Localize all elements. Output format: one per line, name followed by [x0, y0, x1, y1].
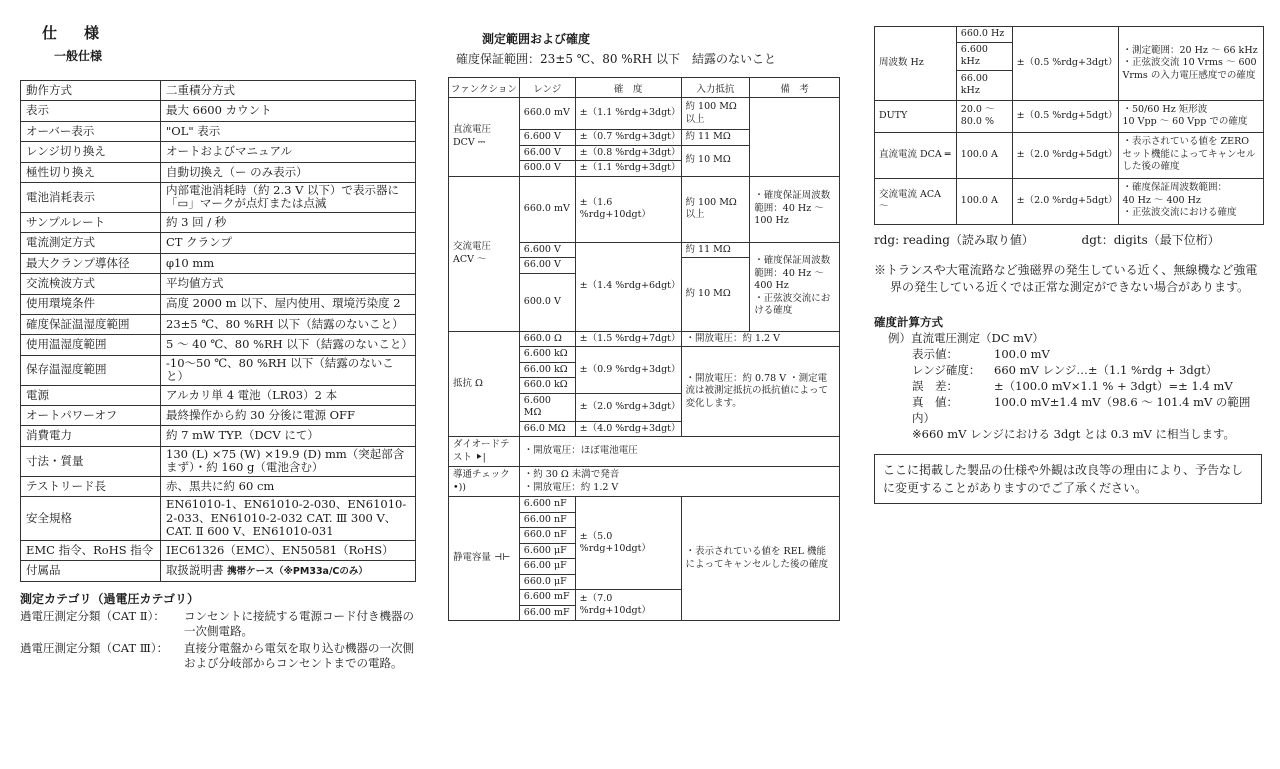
- accuracy-cell: ±（2.0 %rdg+3dgt）: [575, 393, 681, 421]
- spec-value: オートおよびマニュアル: [161, 142, 416, 162]
- spec-label: 安全規格: [21, 497, 161, 541]
- table-row: [875, 27, 1264, 43]
- accuracy-cell: ±（0.8 %rdg+3dgt）: [575, 145, 681, 161]
- range-cell: 100.0 A: [956, 178, 1012, 224]
- remark-text: ・測定範囲：20 Hz ～ 66 kHz: [1122, 44, 1258, 56]
- spec-label: 極性切り換え: [21, 162, 161, 182]
- spec-value: 平均値方式: [161, 274, 416, 294]
- spec-table-body: [21, 81, 416, 582]
- table-row: [21, 385, 416, 405]
- table-row: [21, 233, 416, 253]
- table-row: [21, 101, 416, 121]
- spec-label: 動作方式: [21, 81, 161, 101]
- remarks-cell: ・開放電圧：約 0.78 V ・測定電流は被測定抵抗の抵抗値によって変化します。: [681, 347, 839, 437]
- table-row: [449, 437, 840, 467]
- remark-text: ・約 30 Ω 未満で発音: [523, 469, 620, 480]
- remarks-cell: [1118, 27, 1263, 101]
- table-row: [875, 100, 1264, 132]
- table-row: [21, 162, 416, 182]
- range-cell: 66.00 kΩ: [519, 362, 575, 378]
- table-row: [21, 497, 416, 541]
- spec-value: CT クランプ: [161, 233, 416, 253]
- spec-value: "OL" 表示: [161, 121, 416, 141]
- range-cell: 660.0 Hz: [956, 27, 1012, 43]
- section-subtitle: 一般仕様: [54, 49, 103, 63]
- ohm-function-cell: 抵抗 Ω: [449, 331, 520, 437]
- range-cell: 660.0 kΩ: [519, 378, 575, 394]
- measurement-subtitle: 確度保証範囲：23±5 ℃、80 %RH 以下 結露のないこと: [456, 52, 776, 66]
- spec-label: 最大クランプ導体径: [21, 253, 161, 273]
- range-cell: 660.0 μF: [519, 574, 575, 590]
- impedance-cell: 約 100 MΩ 以上: [681, 176, 750, 242]
- spec-label: 寸法・質量: [21, 446, 161, 476]
- spec-label: オートパワーオフ: [21, 406, 161, 426]
- additional-measurement-table: [874, 26, 1264, 225]
- additional-spec-section: [874, 26, 1266, 504]
- range-cell: 660.0 Ω: [519, 331, 575, 347]
- spec-value-text: 取扱説明書: [166, 562, 224, 577]
- table-row: [21, 476, 416, 496]
- calc-title: 確度計算方式: [874, 314, 943, 329]
- calc-key: 誤 差：: [912, 378, 958, 393]
- table-row: [21, 212, 416, 232]
- impedance-cell: 約 10 MΩ: [681, 145, 750, 176]
- frequency-function-cell: 周波数 Hz: [875, 27, 957, 101]
- header-range: レンジ: [519, 78, 575, 98]
- calc-value: 100.0 mV±1.4 mV（98.6 ～ 101.4 mV の範囲内）: [912, 394, 1251, 425]
- calc-line: [912, 346, 1266, 362]
- spec-label: オーバー表示: [21, 121, 161, 141]
- category-row: [20, 641, 416, 671]
- range-cell: 100.0 A: [956, 132, 1012, 178]
- spec-value: [161, 561, 416, 581]
- impedance-cell: 約 10 MΩ: [681, 258, 750, 332]
- table-row: [449, 176, 840, 242]
- remark-text: ・50/60 Hz 矩形波: [1122, 103, 1208, 115]
- range-cell: 6.600 μF: [519, 543, 575, 559]
- dcv-function-cell: 直流電圧 DCV ⎓: [449, 98, 520, 177]
- remark-text: 40 Hz ～ 400 Hz: [1122, 194, 1201, 206]
- spec-value: IEC61326（EMC）、EN50581（RoHS）: [161, 540, 416, 560]
- spec-label: サンプルレート: [21, 212, 161, 232]
- remark-text: ・確度保証周波数範囲：: [1122, 182, 1228, 194]
- table-row: [21, 540, 416, 560]
- table-row: [21, 253, 416, 273]
- table-row: [449, 331, 840, 347]
- header-remarks: 備 考: [750, 78, 840, 98]
- measurement-range-section: [448, 30, 840, 621]
- spec-value: φ10 mm: [161, 253, 416, 273]
- accuracy-cell: ±（7.0 %rdg+10dgt）: [575, 590, 681, 621]
- capacitance-function-cell: 静電容量 ⊣⊢: [449, 497, 520, 621]
- continuity-function-cell: 導通チェック •)): [449, 467, 520, 497]
- table-row: [21, 142, 416, 162]
- calc-line: [912, 378, 1266, 394]
- spec-value: アルカリ単 4 電池（LR03）2 本: [161, 385, 416, 405]
- diode-function-cell: ダイオードテスト ⯈|: [449, 437, 520, 467]
- remark-text: ・正弦波交流 10 Vrms ～ 600 Vrms の入力電圧感度での確度: [1122, 57, 1257, 81]
- calc-value: 660 mV レンジ…±（1.1 %rdg + 3dgt）: [994, 362, 1218, 377]
- page-title: 仕 様: [42, 24, 106, 42]
- spec-value: 高度 2000 m 以下、屋内使用、環境汚染度 2: [161, 294, 416, 314]
- interference-note: ※トランスや大電流路など強磁界の発生している近く、無線機など強電界の発生している近くでは正常な測定ができない場合があります。: [874, 262, 1258, 294]
- spec-label: 電流測定方式: [21, 233, 161, 253]
- header-accuracy: 確 度: [575, 78, 681, 98]
- remarks-cell: [519, 467, 839, 497]
- spec-label: 使用環境条件: [21, 294, 161, 314]
- accuracy-cell: ±（5.0 %rdg+10dgt）: [575, 497, 681, 590]
- spec-label: 交流検波方式: [21, 274, 161, 294]
- table-row: [875, 178, 1264, 224]
- accuracy-cell: ±（1.1 %rdg+3dgt）: [575, 98, 681, 130]
- spec-label: レンジ切り換え: [21, 142, 161, 162]
- table-row: [449, 497, 840, 513]
- remarks-cell: ・開放電圧：ほぼ電池電圧: [519, 437, 839, 467]
- spec-value: 5 ～ 40 ℃、80 %RH 以下（結露のないこと）: [161, 335, 416, 355]
- accuracy-cell: ±（1.1 %rdg+3dgt）: [575, 161, 681, 177]
- impedance-cell: 約 100 MΩ 以上: [681, 98, 750, 130]
- calc-key: 真 値：: [912, 394, 958, 409]
- spec-label: 保存温湿度範囲: [21, 355, 161, 385]
- accuracy-cell: ±（0.7 %rdg+3dgt）: [575, 130, 681, 146]
- general-spec-section: [20, 22, 416, 671]
- range-cell: 600.0 V: [519, 161, 575, 177]
- calc-line: [912, 362, 1266, 378]
- range-cell: 66.0 MΩ: [519, 421, 575, 437]
- range-cell: 66.00 kHz: [956, 70, 1012, 100]
- range-cell: 66.00 mF: [519, 605, 575, 621]
- spec-label: 付属品: [21, 561, 161, 581]
- spec-value: 約 7 mW TYP.（DCV にて）: [161, 426, 416, 446]
- category-row: [20, 609, 416, 639]
- accuracy-cell: ±（1.4 %rdg+6dgt）: [575, 242, 681, 331]
- spec-value: 最終操作から約 30 分後に電源 OFF: [161, 406, 416, 426]
- remark-text: ・正弦波交流における確度: [1122, 207, 1237, 219]
- acv-function-cell: 交流電圧 ACV ～: [449, 176, 520, 331]
- calc-note: ※660 mV レンジにおける 3dgt とは 0.3 mV に相当します。: [912, 426, 1236, 441]
- remark-text: 10 Vpp ～ 60 Vpp での確度: [1122, 116, 1248, 127]
- remarks-cell: ・表示されている値を REL 機能によってキャンセルした後の確度: [681, 497, 839, 621]
- remark-text: ・開放電圧：約 1.2 V: [523, 481, 619, 493]
- remark-text: ・確度保証周波数範囲：40 Hz ～ 400 Hz: [754, 255, 831, 292]
- table-row: [21, 314, 416, 334]
- accuracy-cell: ±（0.9 %rdg+3dgt）: [575, 347, 681, 394]
- table-row: [21, 335, 416, 355]
- accuracy-cell: ±（1.5 %rdg+7dgt）: [575, 331, 681, 347]
- range-cell: 66.00 μF: [519, 559, 575, 575]
- spec-value: 自動切換え（ー のみ表示）: [161, 162, 416, 182]
- calc-value: 100.0 mV: [994, 346, 1050, 361]
- range-cell: 6.600 mF: [519, 590, 575, 606]
- remarks-cell: ・確度保証周波数範囲：40 Hz ～ 100 Hz: [750, 176, 840, 242]
- spec-value: 130 (L) ×75 (W) ×19.9 (D) mm（突起部含まず）・約 160 g（電池含む）: [161, 446, 416, 476]
- category-title: 測定カテゴリ（過電圧カテゴリ）: [20, 591, 200, 606]
- spec-label: 表示: [21, 101, 161, 121]
- accuracy-cell: ±（1.6 %rdg+10dgt）: [575, 176, 681, 242]
- calc-line: [912, 394, 1266, 426]
- measurement-table: [448, 77, 840, 621]
- range-cell: 6.600 kHz: [956, 42, 1012, 70]
- category-value: 直接分電盤から電気を取り込む機器の一次側および分岐部からコンセントまでの電路。: [184, 640, 414, 670]
- range-cell: 660.0 nF: [519, 528, 575, 544]
- table-row: [21, 182, 416, 212]
- accuracy-cell: ±（2.0 %rdg+5dgt）: [1012, 178, 1118, 224]
- impedance-cell: 約 11 MΩ: [681, 130, 750, 146]
- table-row: [875, 132, 1264, 178]
- table-row: [21, 121, 416, 141]
- remarks-cell: [750, 98, 840, 177]
- table-row: [21, 274, 416, 294]
- range-cell: 6.600 nF: [519, 497, 575, 513]
- header-function: ファンクション: [449, 78, 520, 98]
- spec-label: テストリード長: [21, 476, 161, 496]
- range-cell: 6.600 V: [519, 242, 575, 258]
- range-cell: 66.00 nF: [519, 512, 575, 528]
- category-key: 過電圧測定分類（CAT Ⅱ）：: [20, 608, 165, 623]
- duty-function-cell: DUTY: [875, 100, 957, 132]
- range-cell: 66.00 V: [519, 145, 575, 161]
- category-key: 過電圧測定分類（CAT Ⅲ）：: [20, 640, 169, 655]
- measurement-title: 測定範囲および確度: [482, 32, 591, 46]
- spec-value: 約 3 回 / 秒: [161, 212, 416, 232]
- remark-text: ・正弦波交流における確度: [754, 292, 831, 317]
- table-row: [21, 406, 416, 426]
- range-cell: 6.600 MΩ: [519, 393, 575, 421]
- spec-value: 内部電池消耗時（約 2.3 V 以下）で表示器に「▭」マークが点灯または点滅: [161, 182, 416, 212]
- accuracy-cell: ±（0.5 %rdg+3dgt）: [1012, 27, 1118, 101]
- impedance-cell: 約 11 MΩ: [681, 242, 750, 258]
- accuracy-cell: ±（4.0 %rdg+3dgt）: [575, 421, 681, 437]
- table-row: [21, 81, 416, 101]
- spec-value: 23±5 ℃、80 %RH 以下（結露のないこと）: [161, 314, 416, 334]
- header-impedance: 入力抵抗: [681, 78, 750, 98]
- spec-label: 確度保証温湿度範囲: [21, 314, 161, 334]
- range-cell: 660.0 mV: [519, 176, 575, 242]
- range-cell: 6.600 kΩ: [519, 347, 575, 363]
- table-row: [21, 355, 416, 385]
- spec-value: -10～50 ℃、80 %RH 以下（結露のないこと）: [161, 355, 416, 385]
- spec-label: 電源: [21, 385, 161, 405]
- spec-label: 使用温湿度範囲: [21, 335, 161, 355]
- table-row: [21, 561, 416, 581]
- abbreviation-legend: [874, 231, 1266, 248]
- range-cell: 20.0 ～ 80.0 %: [956, 100, 1012, 132]
- calc-example: 例）直流電圧測定（DC mV）: [888, 330, 1044, 345]
- calc-key: 表示値：: [912, 346, 958, 361]
- range-cell: 600.0 V: [519, 273, 575, 331]
- spec-value: 赤、黒共に約 60 cm: [161, 476, 416, 496]
- remarks-cell: ・表示されている値を ZERO セット機能によってキャンセルした後の確度: [1118, 132, 1263, 178]
- range-cell: 66.00 V: [519, 258, 575, 274]
- spec-label: 電池消耗表示: [21, 182, 161, 212]
- accessory-case: 携帯ケース（※PM33a/Cのみ）: [227, 565, 368, 577]
- table-row: [449, 98, 840, 130]
- table-row: [21, 446, 416, 476]
- spec-value: EN61010-1、EN61010-2-030、EN61010-2-033、EN61010-2-032 CAT. Ⅲ 300 V、CAT. Ⅱ 600 V、EN61010-031: [161, 497, 416, 541]
- spec-label: 消費電力: [21, 426, 161, 446]
- table-row: [21, 294, 416, 314]
- rdg-definition: rdg: reading（読み取り値）: [874, 232, 1034, 247]
- remarks-cell: [1118, 100, 1263, 132]
- accuracy-cell: ±（2.0 %rdg+5dgt）: [1012, 132, 1118, 178]
- remarks-cell: [1118, 178, 1263, 224]
- aca-function-cell: 交流電流 ACA ～: [875, 178, 957, 224]
- disclaimer-box: ここに掲載した製品の仕様や外観は改良等の理由により、予告なしに変更することがありますのでご了承ください。: [874, 454, 1262, 504]
- calc-value: ±（100.0 mV×1.1 % + 3dgt）=± 1.4 mV: [994, 378, 1233, 393]
- spec-label: EMC 指令、RoHS 指令: [21, 540, 161, 560]
- table-row: [449, 467, 840, 497]
- remarks-cell: ・開放電圧：約 1.2 V: [681, 331, 839, 347]
- general-spec-table: [20, 80, 416, 582]
- table-row: [21, 426, 416, 446]
- range-cell: 660.0 mV: [519, 98, 575, 130]
- range-cell: 6.600 V: [519, 130, 575, 146]
- spec-value: 二重積分方式: [161, 81, 416, 101]
- accuracy-cell: ±（0.5 %rdg+5dgt）: [1012, 100, 1118, 132]
- dgt-definition: dgt：digits（最下位桁）: [1081, 232, 1220, 247]
- spec-value: 最大 6600 カウント: [161, 101, 416, 121]
- table-header-row: [449, 78, 840, 98]
- calc-key: レンジ確度：: [912, 362, 981, 377]
- dca-function-cell: 直流電流 DCA ═: [875, 132, 957, 178]
- category-value: コンセントに接続する電源コード付き機器の一次側電路。: [184, 608, 414, 638]
- remarks-cell: [750, 242, 840, 331]
